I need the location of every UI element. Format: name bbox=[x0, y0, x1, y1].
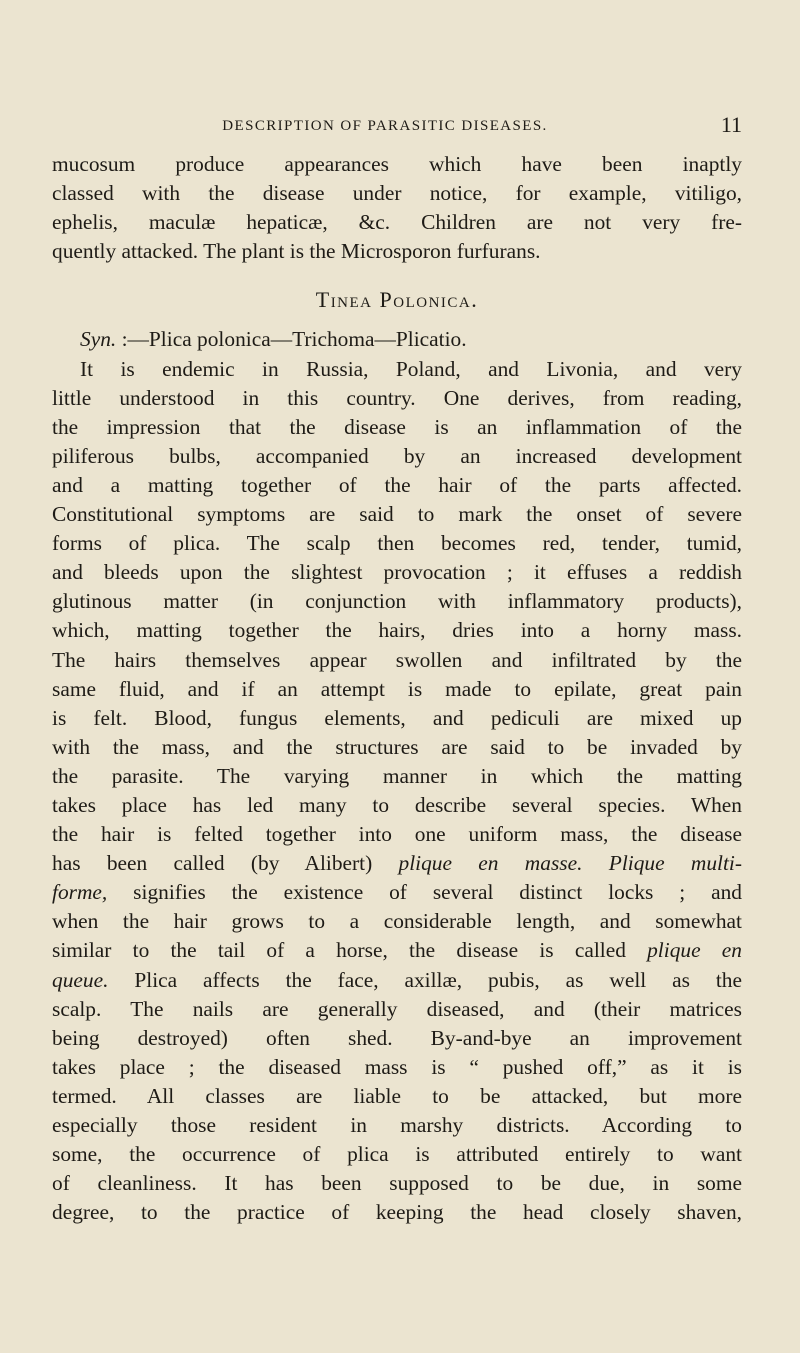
italic-term: plique en masse. bbox=[398, 851, 583, 876]
text-line: same fluid, and if an attempt is made to epilate, great pain bbox=[52, 676, 742, 701]
text-line: which, matting together the hairs, dries into a horny mass. bbox=[52, 618, 742, 643]
italic-term: plique en bbox=[647, 938, 742, 963]
text-line: little understood in this country. One derives, from reading, bbox=[52, 385, 742, 410]
text-line: some, the occurrence of plica is attributed entirely to want bbox=[52, 1142, 742, 1167]
body-text bbox=[52, 150, 742, 1227]
text-run: signifies the existence of several distinct locks ; and bbox=[107, 880, 742, 905]
text-run: has been called (by Alibert) bbox=[52, 851, 399, 876]
page-number: 11 bbox=[720, 112, 742, 137]
text-line: quently attacked. The plant is the Microsporon furfurans. bbox=[52, 239, 541, 264]
text-line: Constitutional symptoms are said to mark the onset of severe bbox=[52, 502, 742, 527]
text-line: classed with the disease under notice, for example, vitiligo, bbox=[52, 181, 742, 206]
text-line: and bleeds upon the slightest provocation ; it effuses a reddish bbox=[52, 560, 742, 585]
section-heading: Tinea Polonica. bbox=[315, 287, 479, 313]
text-line: glutinous matter (in conjunction with inflammatory products), bbox=[52, 589, 742, 614]
text-line: takes place ; the diseased mass is “ pushed off,” as it is bbox=[52, 1054, 742, 1079]
italic-term: forme, bbox=[52, 880, 108, 905]
text-line: and a matting together of the hair of the parts affected. bbox=[52, 472, 742, 497]
text-line: the hair is felted together into one uniform mass, the disease bbox=[52, 822, 742, 847]
text-line: is felt. Blood, fungus elements, and pediculi are mixed up bbox=[52, 705, 742, 730]
running-head: DESCRIPTION OF PARASITIC DISEASES. bbox=[222, 118, 548, 134]
text-run bbox=[582, 851, 608, 875]
text-line: of cleanliness. It has been supposed to be due, in some bbox=[52, 1171, 742, 1196]
text-line bbox=[52, 936, 742, 965]
text-line: when the hair grows to a considerable length, and somewhat bbox=[52, 909, 742, 934]
paragraph-continuation bbox=[52, 150, 742, 266]
synonyms-line bbox=[52, 325, 742, 354]
page-header bbox=[40, 112, 742, 138]
text-line: takes place has led many to describe several species. When bbox=[52, 792, 742, 817]
text-line bbox=[52, 878, 742, 907]
text-line: piliferous bulbs, accompanied by an increased development bbox=[52, 443, 742, 468]
syn-label: Syn. bbox=[80, 327, 117, 352]
text-line: with the mass, and the structures are said to be invaded by bbox=[52, 734, 742, 759]
italic-term: queue. bbox=[52, 967, 109, 992]
text-line: forms of plica. The scalp then becomes red, tender, tumid, bbox=[52, 531, 742, 556]
text-line: scalp. The nails are generally diseased, and (their matrices bbox=[52, 996, 742, 1021]
text-line: mucosum produce appearances which have been inaptly bbox=[52, 152, 742, 176]
text-line: ephelis, maculæ hepaticæ, &c. Children are not very fre- bbox=[52, 210, 742, 235]
text-line: It is endemic in Russia, Poland, and Livonia, and very bbox=[80, 356, 742, 381]
syn-text: :—Plica polonica—Trichoma—Plicatio. bbox=[116, 327, 467, 352]
text-line: degree, to the practice of keeping the head closely shaven, bbox=[52, 1200, 742, 1225]
text-line: the parasite. The varying manner in which the matting bbox=[52, 763, 742, 788]
paragraph-main bbox=[52, 355, 742, 1228]
italic-term: Plique multi- bbox=[608, 851, 742, 876]
text-line: especially those resident in marshy districts. According to bbox=[52, 1113, 742, 1137]
text-run: similar to the tail of a horse, the disease is called bbox=[52, 938, 648, 963]
text-line: The hairs themselves appear swollen and infiltrated by the bbox=[52, 647, 742, 672]
text-line: termed. All classes are liable to be attacked, but more bbox=[52, 1083, 742, 1108]
text-line: being destroyed) often shed. By-and-bye an improvement bbox=[52, 1025, 742, 1050]
text-line bbox=[52, 966, 742, 995]
text-line: the impression that the disease is an inflammation of the bbox=[52, 414, 742, 439]
text-line bbox=[52, 849, 742, 878]
text-run: Plica affects the face, axillæ, pubis, as well as the bbox=[108, 967, 742, 992]
